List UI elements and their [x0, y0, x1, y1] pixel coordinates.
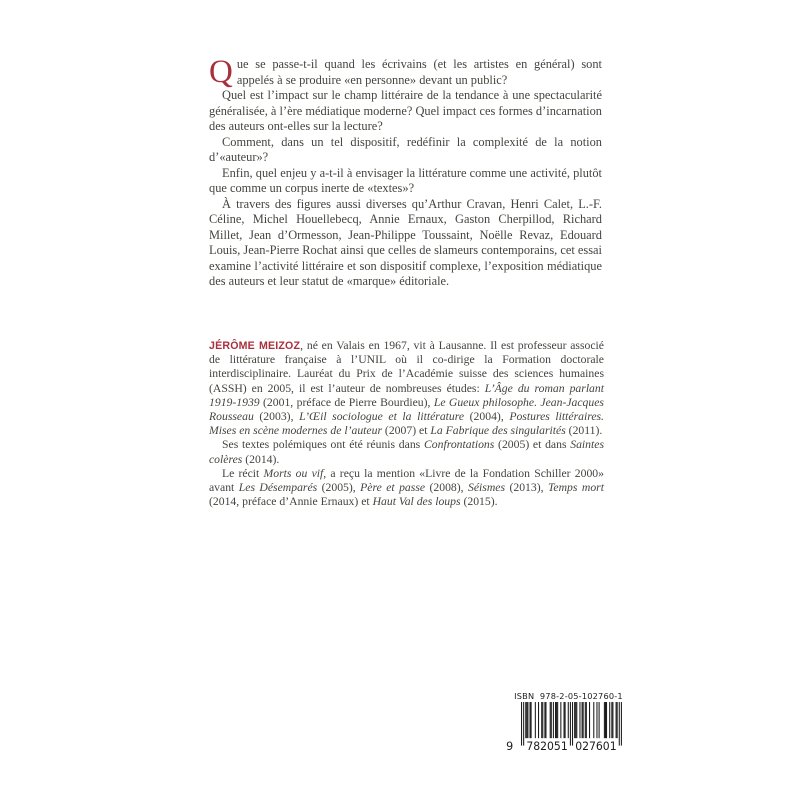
barcode-bar — [545, 702, 546, 738]
barcode-bar — [609, 702, 610, 738]
barcode-first-digit: 9 — [506, 739, 514, 752]
ean13-barcode — [504, 702, 623, 752]
bio-paragraph: Ses textes polémiques ont été réunis dans Confrontations (2005) et dans Saintes colères (2014). — [209, 438, 604, 466]
barcode-bar — [586, 702, 587, 738]
author-name: JÉRÔME MEIZOZ — [209, 340, 301, 352]
barcode-bar — [582, 702, 583, 738]
intro-paragraph: À travers des figures aussi diverses qu’Arthur Cravan, Henri Calet, L.-F. Céline, Michel Houellebecq, Annie Ernaux, Gaston Cherpillod, Richard Millet, Jean d’Ormesson, Jean-Philippe Toussaint, Noëlle Revaz, Edouard Louis, Jean-Pierre Rochat ainsi que celles de slameurs contemporains, cet essai examine l’activité littéraire et son dispositif complexe, l’exposition médiatique des auteurs et leur statut de «marque» éditoriale. — [209, 196, 602, 288]
intro-paragraph — [209, 54, 602, 90]
barcode-bar — [538, 702, 539, 738]
barcode-bar — [606, 702, 607, 738]
barcode-bar — [542, 702, 543, 738]
barcode-bar — [593, 702, 594, 738]
barcode-bar — [574, 702, 575, 738]
barcode-bar — [555, 702, 556, 738]
barcode-bar — [556, 702, 557, 738]
barcode-bar — [589, 702, 590, 738]
barcode-bar — [525, 702, 526, 738]
drop-cap-letter: Q — [209, 54, 233, 90]
barcode-bar — [575, 702, 576, 738]
barcode-bar — [576, 702, 577, 738]
barcode-bar — [527, 702, 528, 738]
isbn-number-label: ISBN 978-2-05-102760-1 — [514, 691, 623, 701]
barcode-left-digits: 782051 — [526, 739, 568, 752]
barcode-bar — [531, 702, 532, 738]
barcode-bar — [560, 702, 561, 738]
barcode-bar — [605, 702, 606, 738]
barcode-bar — [572, 702, 573, 746]
barcode-bar — [564, 702, 565, 738]
barcode-bar — [544, 702, 545, 738]
intro-paragraph: Comment, dans un tel dispositif, redéfinir la complexité de la notion d’«auteur»? — [209, 134, 602, 164]
author-bio-block — [209, 339, 604, 509]
intro-text-block — [209, 54, 602, 290]
barcode-bar — [570, 702, 571, 746]
isbn-barcode-block — [504, 691, 623, 752]
barcode-bar — [551, 702, 552, 738]
barcode-bar — [579, 702, 580, 738]
barcode-bar — [521, 702, 522, 746]
intro-paragraph-text: ue se passe-t-il quand les écrivains (et les artistes en général) sont appelés à se produire «en personne» devant un public? — [236, 57, 602, 87]
barcode-bar — [604, 702, 605, 738]
barcode-bar — [612, 702, 613, 738]
barcode-bar — [568, 702, 569, 738]
barcode-bar — [523, 702, 524, 746]
barcode-bar — [619, 702, 620, 746]
bio-paragraph-text: , né en Valais en 1967, vit à Lausanne. Il est professeur associé de littérature française à l’UNIL où il co-dirige la Formation doctorale interdisciplinaire. Lauréat du Prix de l’Académie suisse des sciences humaines (ASSH) en 2005, il est l’auteur de nombreuses études: L’Âge du roman parlant 1919-1939 (2001, préface de Pierre Bourdieu), Le Gueux philosophe. Jean-Jacques Rousseau (2003), L’Œil sociologue et la littérature (2004), Postures littéraires. Mises en scène modernes de l’auteur (2007) et La Fabrique des singularités (2011). — [209, 339, 604, 438]
intro-paragraph: Quel est l’impact sur le champ littéraire de la tendance à une spectacularité généralisée, à l’ère médiatique moderne? Quel impact ces formes d’incarnation des auteurs ont-elles sur la lecture? — [209, 88, 602, 133]
intro-paragraph: Enfin, quel enjeu y a-t-il à envisager la littérature comme une activité, plutôt que comme un corpus inerte de «textes»? — [209, 165, 602, 195]
barcode-bar — [526, 702, 527, 738]
barcode-bar — [541, 702, 542, 738]
barcode-bar — [565, 702, 566, 738]
barcode-bar — [550, 702, 551, 738]
barcode-bar — [617, 702, 618, 738]
barcode-bar — [583, 702, 584, 738]
bio-paragraph — [209, 339, 604, 438]
barcode-right-digits: 027601 — [575, 739, 617, 752]
barcode-bar — [599, 702, 600, 738]
bio-paragraph: Le récit Morts ou vif, a reçu la mention «Livre de la Fondation Schiller 2000» avant Les Désemparés (2005), Père et passe (2008), Séismes (2013), Temps mort (2014, préface d’Annie Ernaux) et Haut Val des loups (2015). — [209, 466, 604, 509]
barcode-bar — [616, 702, 617, 738]
barcode-bar — [585, 702, 586, 738]
barcode-bar — [535, 702, 536, 738]
barcode-bar — [621, 702, 622, 746]
barcode-bar — [557, 702, 558, 738]
barcode-bar — [530, 702, 531, 738]
barcode-bar — [553, 702, 554, 738]
barcode-bar — [596, 702, 597, 738]
barcode-bar — [611, 702, 612, 738]
